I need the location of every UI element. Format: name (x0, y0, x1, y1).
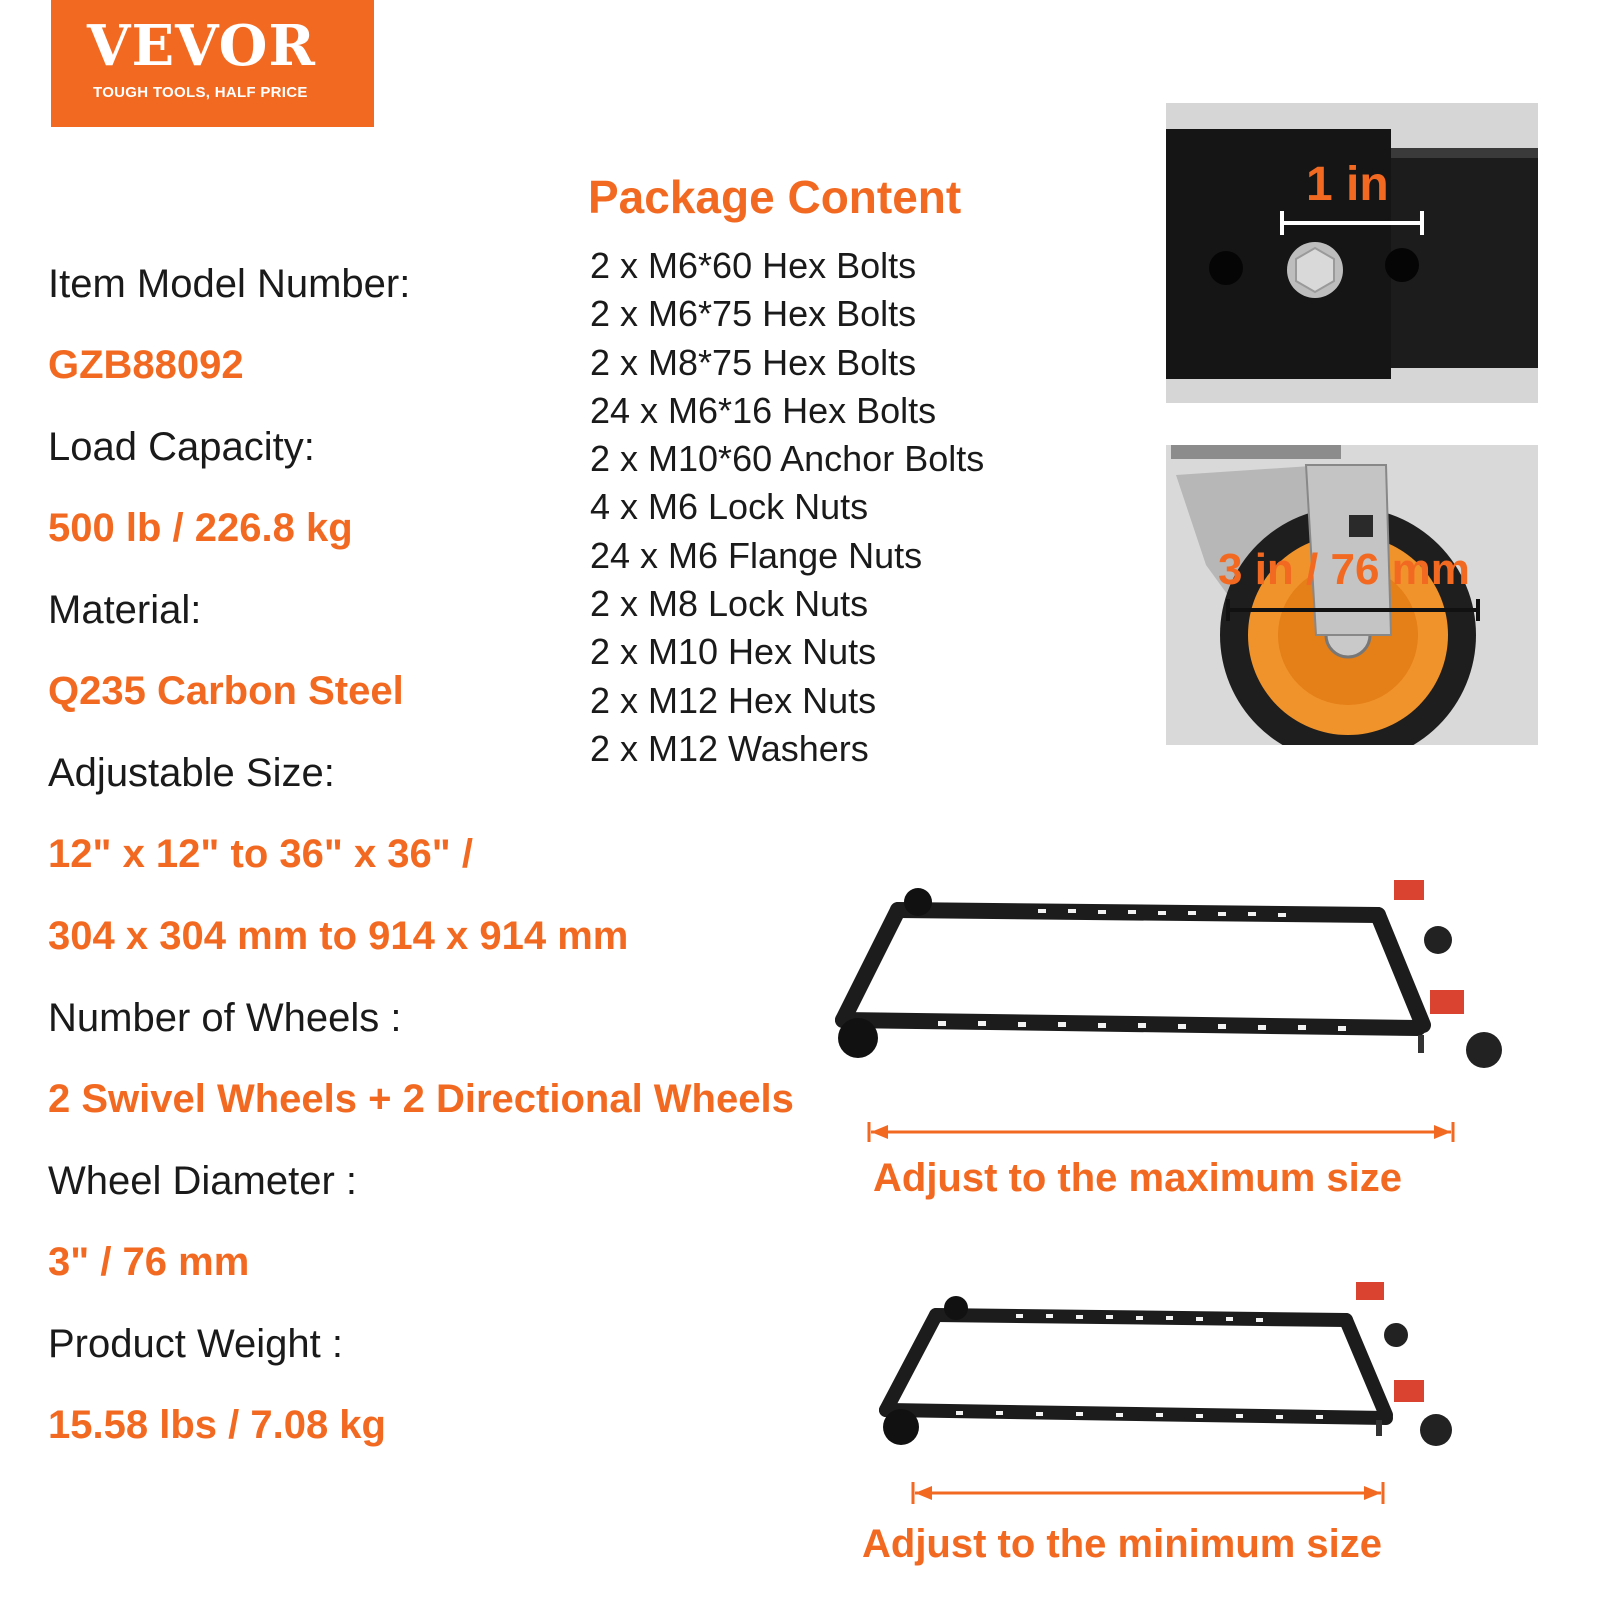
package-content-list (590, 246, 984, 777)
spec-value-size-metric: 304 x 304 mm to 914 x 914 mm (48, 914, 629, 958)
spec-value-wheels: 2 Swivel Wheels + 2 Directional Wheels (48, 1077, 794, 1121)
wheel-size-label: 3 in / 76 mm (1218, 545, 1470, 594)
package-item: 2 x M6*60 Hex Bolts (590, 245, 917, 286)
package-item: 2 x M10 Hex Nuts (590, 631, 877, 673)
package-item: 4 x M6 Lock Nuts (590, 486, 869, 528)
spec-label-size: Adjustable Size: (48, 751, 335, 795)
spec-value-material: Q235 Carbon Steel (48, 669, 404, 713)
hole-spacing-photo (1166, 103, 1538, 403)
hole-spacing-label: 1 in (1306, 158, 1389, 211)
wheel-photo (1166, 445, 1538, 745)
spec-label-material: Material: (48, 588, 202, 632)
min-size-arrow (910, 1480, 1386, 1506)
spec-value-size-imperial: 12" x 12" to 36" x 36" / (48, 832, 473, 876)
logo-tagline: TOUGH TOOLS, HALF PRICE (93, 84, 308, 101)
package-item: 2 x M8 Lock Nuts (590, 583, 869, 625)
wheel-illustration (1166, 445, 1538, 745)
package-item: 2 x M12 Washers (590, 727, 869, 769)
spec-label-wheels: Number of Wheels : (48, 996, 402, 1040)
mobile-base-max-illustration (818, 860, 1558, 1070)
logo-wordmark: VEVOR (87, 13, 316, 79)
package-item: 2 x M8*75 Hex Bolts (590, 341, 917, 383)
max-size-arrow (866, 1120, 1456, 1144)
package-item: 2 x M12 Hex Nuts (590, 679, 877, 721)
package-item: 2 x M10*60 Anchor Bolts (590, 438, 985, 480)
registered-mark: ® (384, 22, 393, 36)
hole-spacing-illustration (1166, 103, 1538, 403)
package-item: 24 x M6*16 Hex Bolts (590, 389, 937, 431)
package-item: 24 x M6 Flange Nuts (590, 534, 923, 576)
spec-label-model: Item Model Number: (48, 262, 411, 306)
package-content-title: Package Content (588, 171, 962, 223)
min-size-caption: Adjust to the minimum size (862, 1522, 1383, 1566)
spec-value-diameter: 3" / 76 mm (48, 1240, 250, 1284)
spec-label-load: Load Capacity: (48, 425, 315, 469)
spec-value-model: GZB88092 (48, 343, 244, 387)
spec-value-weight: 15.58 lbs / 7.08 kg (48, 1403, 386, 1447)
vevor-logo (51, 0, 393, 127)
spec-value-load: 500 lb / 226.8 kg (48, 506, 353, 550)
spec-label-diameter: Wheel Diameter : (48, 1159, 357, 1203)
mobile-base-min-illustration (866, 1270, 1476, 1460)
spec-label-weight: Product Weight : (48, 1322, 343, 1366)
package-item: 2 x M6*75 Hex Bolts (590, 293, 917, 335)
max-size-caption: Adjust to the maximum size (873, 1156, 1402, 1200)
